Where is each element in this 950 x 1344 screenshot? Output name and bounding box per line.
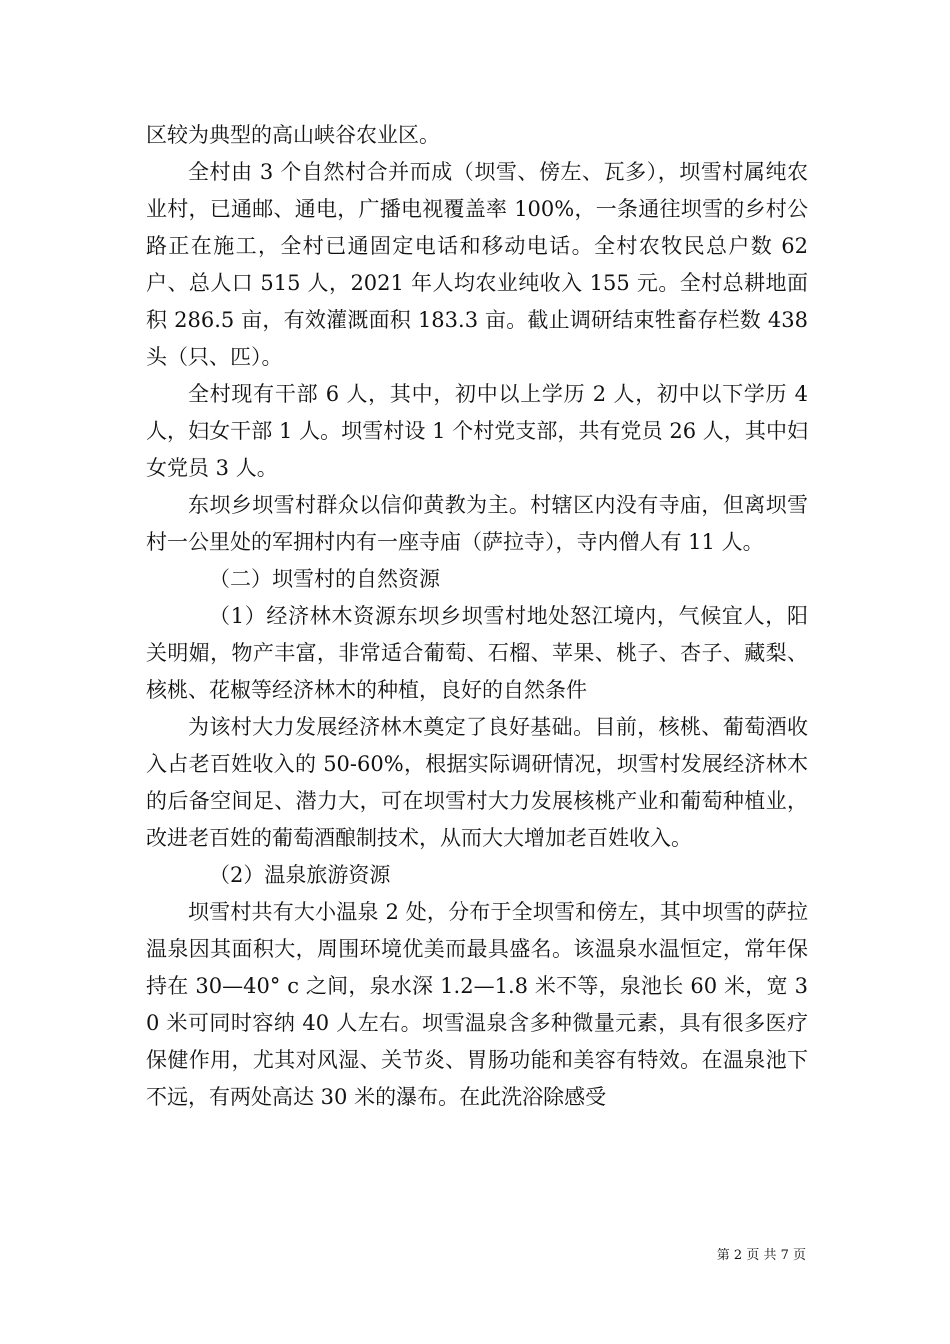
paragraph-religion: 东坝乡坝雪村群众以信仰黄教为主。村辖区内没有寺庙，但离坝雪村一公里处的军拥村内有一座寺庙（萨拉寺），寺内僧人有 11 人。 [146, 493, 808, 554]
page-number: 第 2 页 共 7 页 [716, 1248, 806, 1263]
document-body [146, 117, 808, 1116]
paragraph-continuation: 区较为典型的高山峡谷农业区。 [146, 123, 440, 147]
section-heading-hot-spring: （2）温泉旅游资源 [209, 863, 391, 887]
paragraph-forest-development: 为该村大力发展经济林木奠定了良好基础。目前，核桃、葡萄酒收入占老百姓收入的 50-60%，根据实际调研情况，坝雪村发展经济林木的后备空间足、潜力大，可在坝雪村大力发展核桃产业和葡萄种植业，改进老百姓的葡萄酒酿制技术，从而大大增加老百姓收入。 [146, 715, 808, 850]
paragraph-village-overview: 全村由 3 个自然村合并而成（坝雪、傍左、瓦多），坝雪村属纯农业村，已通邮、通电，广播电视覆盖率 100%，一条通往坝雪的乡村公路正在施工，全村已通固定电话和移动电话。全村农牧民总户数 62 户、总人口 515 人，2021 年人均农业纯收入 155 元。全村总耕地面积 286.5 亩，有效灌溉面积 183.3 亩。截止调研结束牲畜存栏数 438 头（只、匹）。 [146, 160, 808, 369]
section-heading-natural-resources: （二）坝雪村的自然资源 [209, 567, 440, 591]
paragraph-forest-resources: （1）经济林木资源东坝乡坝雪村地处怒江境内，气候宜人，阳关明媚，物产丰富，非常适合葡萄、石榴、苹果、桃子、杏子、藏梨、核桃、花椒等经济林木的种植，良好的自然条件 [146, 604, 808, 702]
paragraph-hot-spring: 坝雪村共有大小温泉 2 处，分布于全坝雪和傍左，其中坝雪的萨拉温泉因其面积大，周围环境优美而最具盛名。该温泉水温恒定，常年保持在 30—40° c 之间，泉水深 1.2—1.8 米不等，泉池长 60 米，宽 30 米可同时容纳 40 人左右。坝雪温泉含多种微量元素，具有很多医疗保健作用，尤其对风湿、关节炎、胃肠功能和美容有特效。在温泉池下不远，有两处高达 30 米的瀑布。在此洗浴除感受 [146, 900, 808, 1109]
paragraph-cadres: 全村现有干部 6 人，其中，初中以上学历 2 人，初中以下学历 4 人，妇女干部 1 人。坝雪村设 1 个村党支部，共有党员 26 人，其中妇女党员 3 人。 [146, 382, 808, 480]
